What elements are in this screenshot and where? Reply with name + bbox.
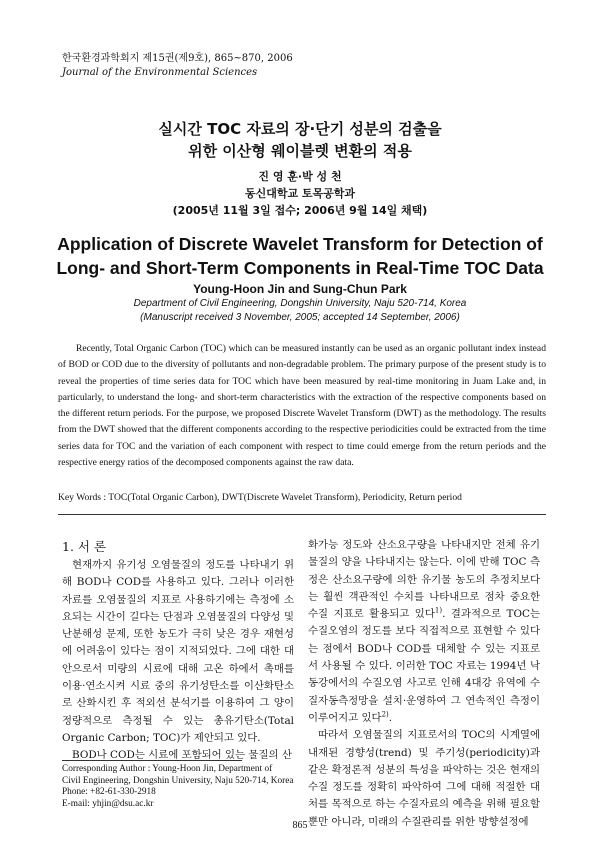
right-column — [308, 537, 540, 831]
section-divider — [58, 514, 546, 515]
continued-text-a: 화가능 정도와 산소요구량을 나타내지만 전체 유기물질의 양을 나타내지는 않는다. 이에 반해 TOC 측정은 산소요구량에 의한 유기물 농도의 추정치보다는 훨씬 객관적인 수치를 나타내므로 점차 중요한 수질 지표로 활용되고 있다 — [308, 539, 540, 621]
reference-2: 2) — [381, 710, 389, 719]
journal-name: Journal of the Environmental Sciences — [62, 67, 258, 78]
keywords: Key Words : TOC(Total Organic Carbon), DWT(Discrete Wavelet Transform), Periodicity, Return period — [58, 492, 462, 503]
footnote-line2: Civil Engineering, Dongshin University, Naju 520-714, Korea — [62, 775, 294, 786]
english-title — [0, 232, 600, 280]
reference-1: 1) — [434, 606, 443, 615]
journal-citation: 한국환경과학회지 제15권(제9호), 865~870, 2006 — [62, 53, 293, 64]
korean-affiliation: 동신대학교 토목공학과 — [244, 187, 356, 200]
korean-title-line1: 실시간 TOC 자료의 장·단기 성분의 검출을 — [158, 120, 442, 138]
english-received: (Manuscript received 3 November, 2005; accepted 14 September, 2006) — [140, 312, 460, 323]
continued-text-b: . 결과적으로 TOC는 수질오염의 정도를 보다 직접적으로 표현할 수 있다는 점에서 BOD나 COD를 대체할 수 있는 지표로서 사용될 수 있다. 이러한 TOC 자료는 1994년 낙동강에서의 수질오염 사고로 인해 4대강 유역에 수질자동측정망을 설치·운영하여 그 연속적인 측정이 이루어지고 있다 — [308, 608, 540, 724]
footnote-line3: Phone: +82-61-330-2918 — [62, 787, 156, 798]
footnote-line4: E-mail: yhjin@dsu.ac.kr — [62, 798, 154, 809]
left-column — [62, 537, 294, 765]
abstract: Recently, Total Organic Carbon (TOC) which can be measured instantly can be used as an organic pollutant index instead of BOD or COD due to the diversity of pollutants and non-degradable problem. The primary purpose of the present study is to reveal the properties of time series data for TOC which have been measured by real-time monitoring in Juam Lake and, in particularly, to understand the long- and short-term characteristics with the extraction of the respective components based on the different return periods. For the purpose, we proposed Discrete Wavelet Transform (DWT) as the methodology. The results from the DWT showed that the different components according to the respective periodicities could be extracted from the time series data for TOC and the variation of each component with respect to time could emerge from the return periods and the respective energy ratios of the decomposed components against the raw data. — [58, 343, 546, 469]
english-affiliation: Department of Civil Engineering, Dongshin University, Naju 520-714, Korea — [133, 298, 467, 309]
english-title-line1: Application of Discrete Wavelet Transform for Detection of — [57, 234, 543, 254]
intro-paragraph-2: BOD나 COD는 시료에 포함되어 있는 물질의 산 — [72, 749, 292, 762]
korean-title-line2: 위한 이산형 웨이블렛 변환의 적용 — [188, 142, 412, 160]
page-number: 865 — [292, 820, 308, 831]
footnote — [62, 764, 302, 810]
korean-author-block — [0, 168, 600, 219]
intro-paragraph-3: 따라서 오염물질의 지표로서의 TOC의 시계열에 내재된 경향성(trend) 및 주기성(periodicity)과 같은 확정론적 성분의 특성을 파악하는 것은 현재의 수질 정도를 정확히 파악하여 그에 대해 적절한 대처를 목적으로 하는 수질자료의 예측을 위해 필요할 뿐만 아니라, 미래의 수질관리를 위한 방향설정에 — [308, 729, 540, 828]
korean-authors: 진 영 훈·박 성 천 — [258, 170, 342, 183]
footnote-line1: Corresponding Author : Young-Hoon Jin, Department of — [62, 764, 273, 774]
footnote-rule — [62, 760, 242, 761]
english-authors: Young-Hoon Jin and Sung-Chun Park — [193, 282, 407, 296]
continued-text-c: . — [388, 711, 393, 724]
english-affiliation-block — [0, 297, 600, 325]
korean-title — [0, 118, 600, 162]
section-heading: 1. 서 론 — [62, 539, 107, 554]
intro-paragraph-continued — [308, 537, 540, 727]
korean-received: (2005년 11월 3일 접수; 2006년 9월 14일 채택) — [172, 204, 428, 217]
journal-header — [62, 52, 293, 80]
english-title-line2: Long- and Short-Term Components in Real-Time TOC Data — [56, 258, 544, 278]
intro-paragraph-1: 현재까지 유기성 오염물질의 정도를 나타내기 위해 BOD나 COD를 사용하고 있다. 그러나 이러한 자료를 오염물질의 지표로 사용하기에는 측정에 소요되는 시간이 길다는 단점과 오염물질의 다양성 및 난분해성 문제, 또한 농도가 극히 낮은 경우 재현성에 어려움이 있다는 점이 지적되었다. 그에 대한 대안으로서 미량의 시료에 대해 고온 하에서 촉매를 이용·연소시켜 시료 중의 유기성탄소를 이산화탄소로 산화시킨 후 적외선 분석기를 이용하여 그 양이 정량적으로 측정될 수 있는 총유기탄소(Total Organic Carbon; TOC)가 제안되고 있다. — [62, 559, 294, 744]
